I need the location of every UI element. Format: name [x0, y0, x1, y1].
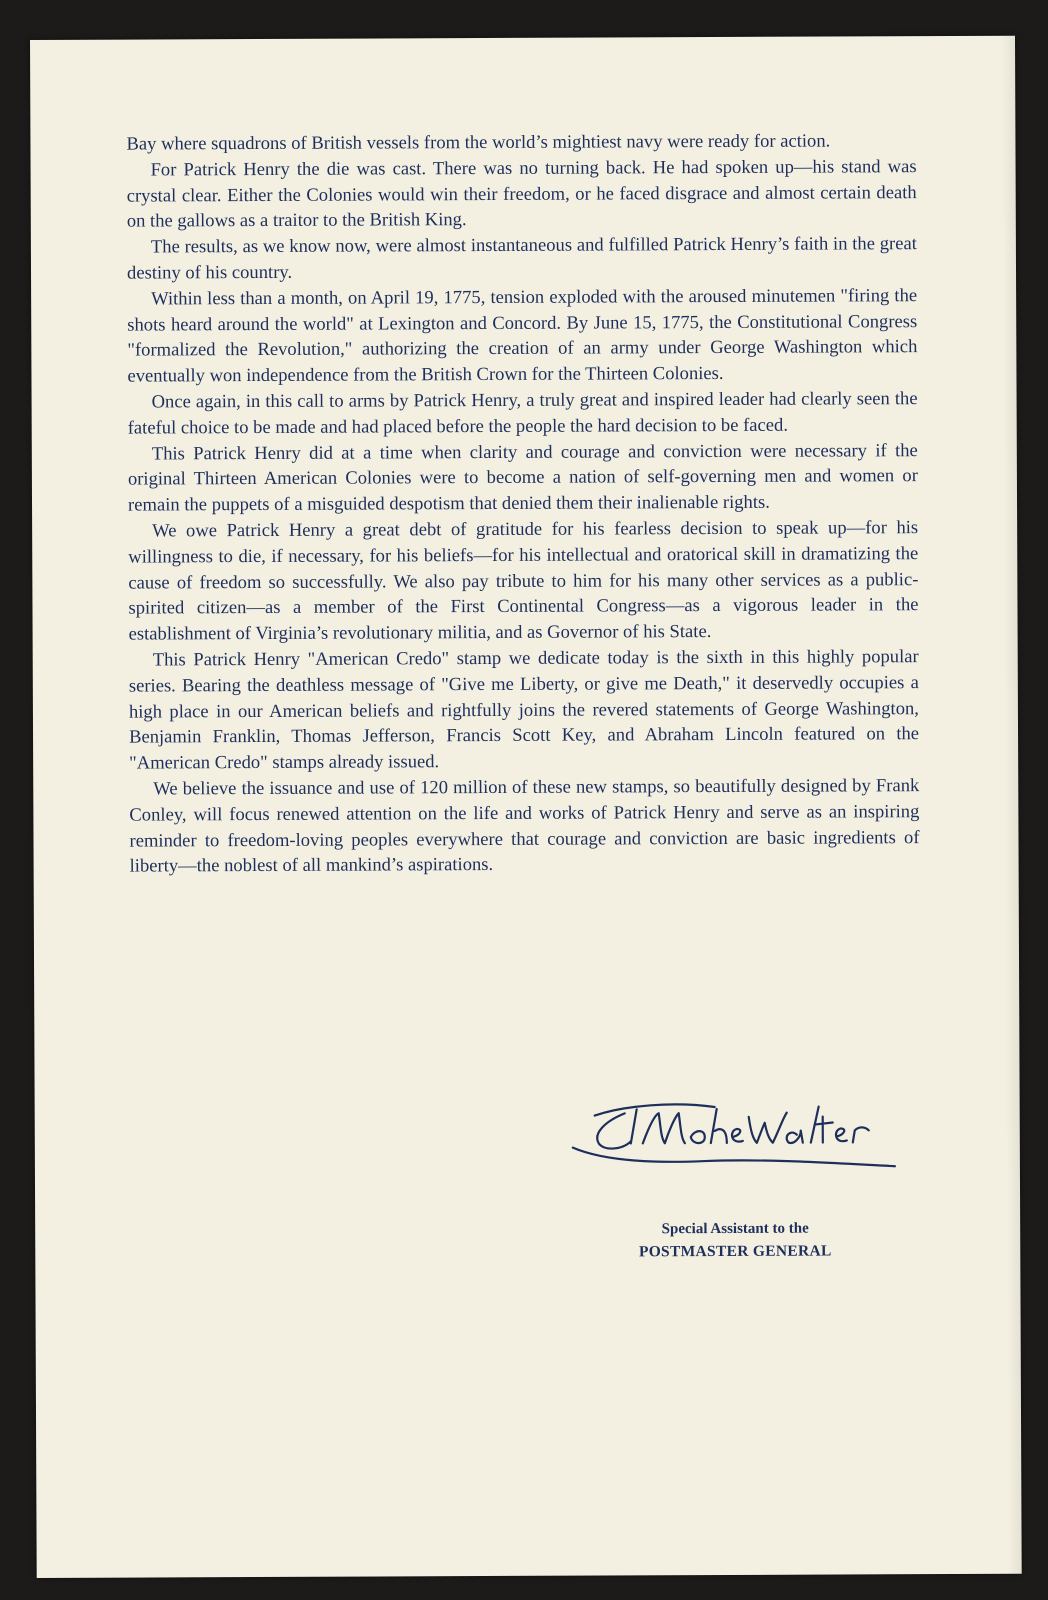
paragraph-9: We believe the issuance and use of 120 million of these new stamps, so beautifully designed by Frank Conley, will focus renewed attention on the life and works of Patrick Henry and serve as an inspiring reminder to freedom-loving peoples everywhere that courage and conviction are basic ingredients of liberty—the noblest of all mankind’s aspirations. — [129, 775, 920, 877]
paragraph-4: Within less than a month, on April 19, 1775, tension exploded with the aroused minutemen "firing the shots heard around the world" at Lexington and Concord. By June 15, 1775, the Constitutional Congress "formalized the Revolution," authorizing the creation of an army under George Washington which eventually won independence from the British Crown for the Thirteen Colonies. — [127, 284, 918, 387]
paragraph-1: Bay where squadrons of British vessels from the world’s mightiest navy were ready for action. — [126, 130, 831, 155]
paragraph-6: This Patrick Henry did at a time when clarity and courage and conviction were necessary if the original Thirteen American Colonies were to become a nation of self-governing men and women or remain the puppets of a misguided despotism that denied them their inalienable rights. — [127, 439, 918, 516]
paragraph-7: We owe Patrick Henry a great debt of gratitude for his fearless decision to speak up—for his willingness to die, if necessary, for his beliefs—for his intellectual and oratorical skill in dramatizing the cause of freedom so successfully. We also pay tribute to him for his many other services as a public-spirited citizen—as a member of the First Continental Congress—as a vigorous leader in the establishment of Virginia’s revolutionary militia, and as Governor of his State. — [128, 517, 919, 645]
letter-card — [30, 36, 1022, 1578]
paragraph-3: The results, as we know now, were almost instantaneous and fulfilled Patrick Henry’s faith in the great destiny of his country. — [126, 233, 917, 284]
signature-block — [565, 1086, 926, 1288]
paragraph-8: This Patrick Henry "American Credo" stamp we dedicate today is the sixth in this highly popular series. Bearing the deathless message of "Give me Liberty, or give me Death," it deservedly occupies a high place in our American beliefs and rightfully joins the revered statements of George Washington, Benjamin Franklin, Thomas Jefferson, Francis Scott Key, and Abraham Lincoln featured on the "American Credo" stamps already issued. — [128, 646, 920, 774]
paragraph-5: Once again, in this call to arms by Patrick Henry, a truly great and inspired leader had clearly seen the fateful choice to be made and had placed before the people the hard decision to be faced. — [127, 388, 918, 439]
signer-title-line-1: Special Assistant to the — [661, 1220, 809, 1238]
paragraph-2: For Patrick Henry the die was cast. There was no turning back. He had spoken up—his stand was crystal clear. Either the Colonies would win their freedom, or he faced disgrace and almost certain death on the gallows as a traitor to the British King. — [126, 155, 917, 232]
signer-title-line-2: POSTMASTER GENERAL — [638, 1242, 832, 1261]
handwritten-signature — [565, 1086, 905, 1177]
letter-body — [126, 128, 919, 880]
